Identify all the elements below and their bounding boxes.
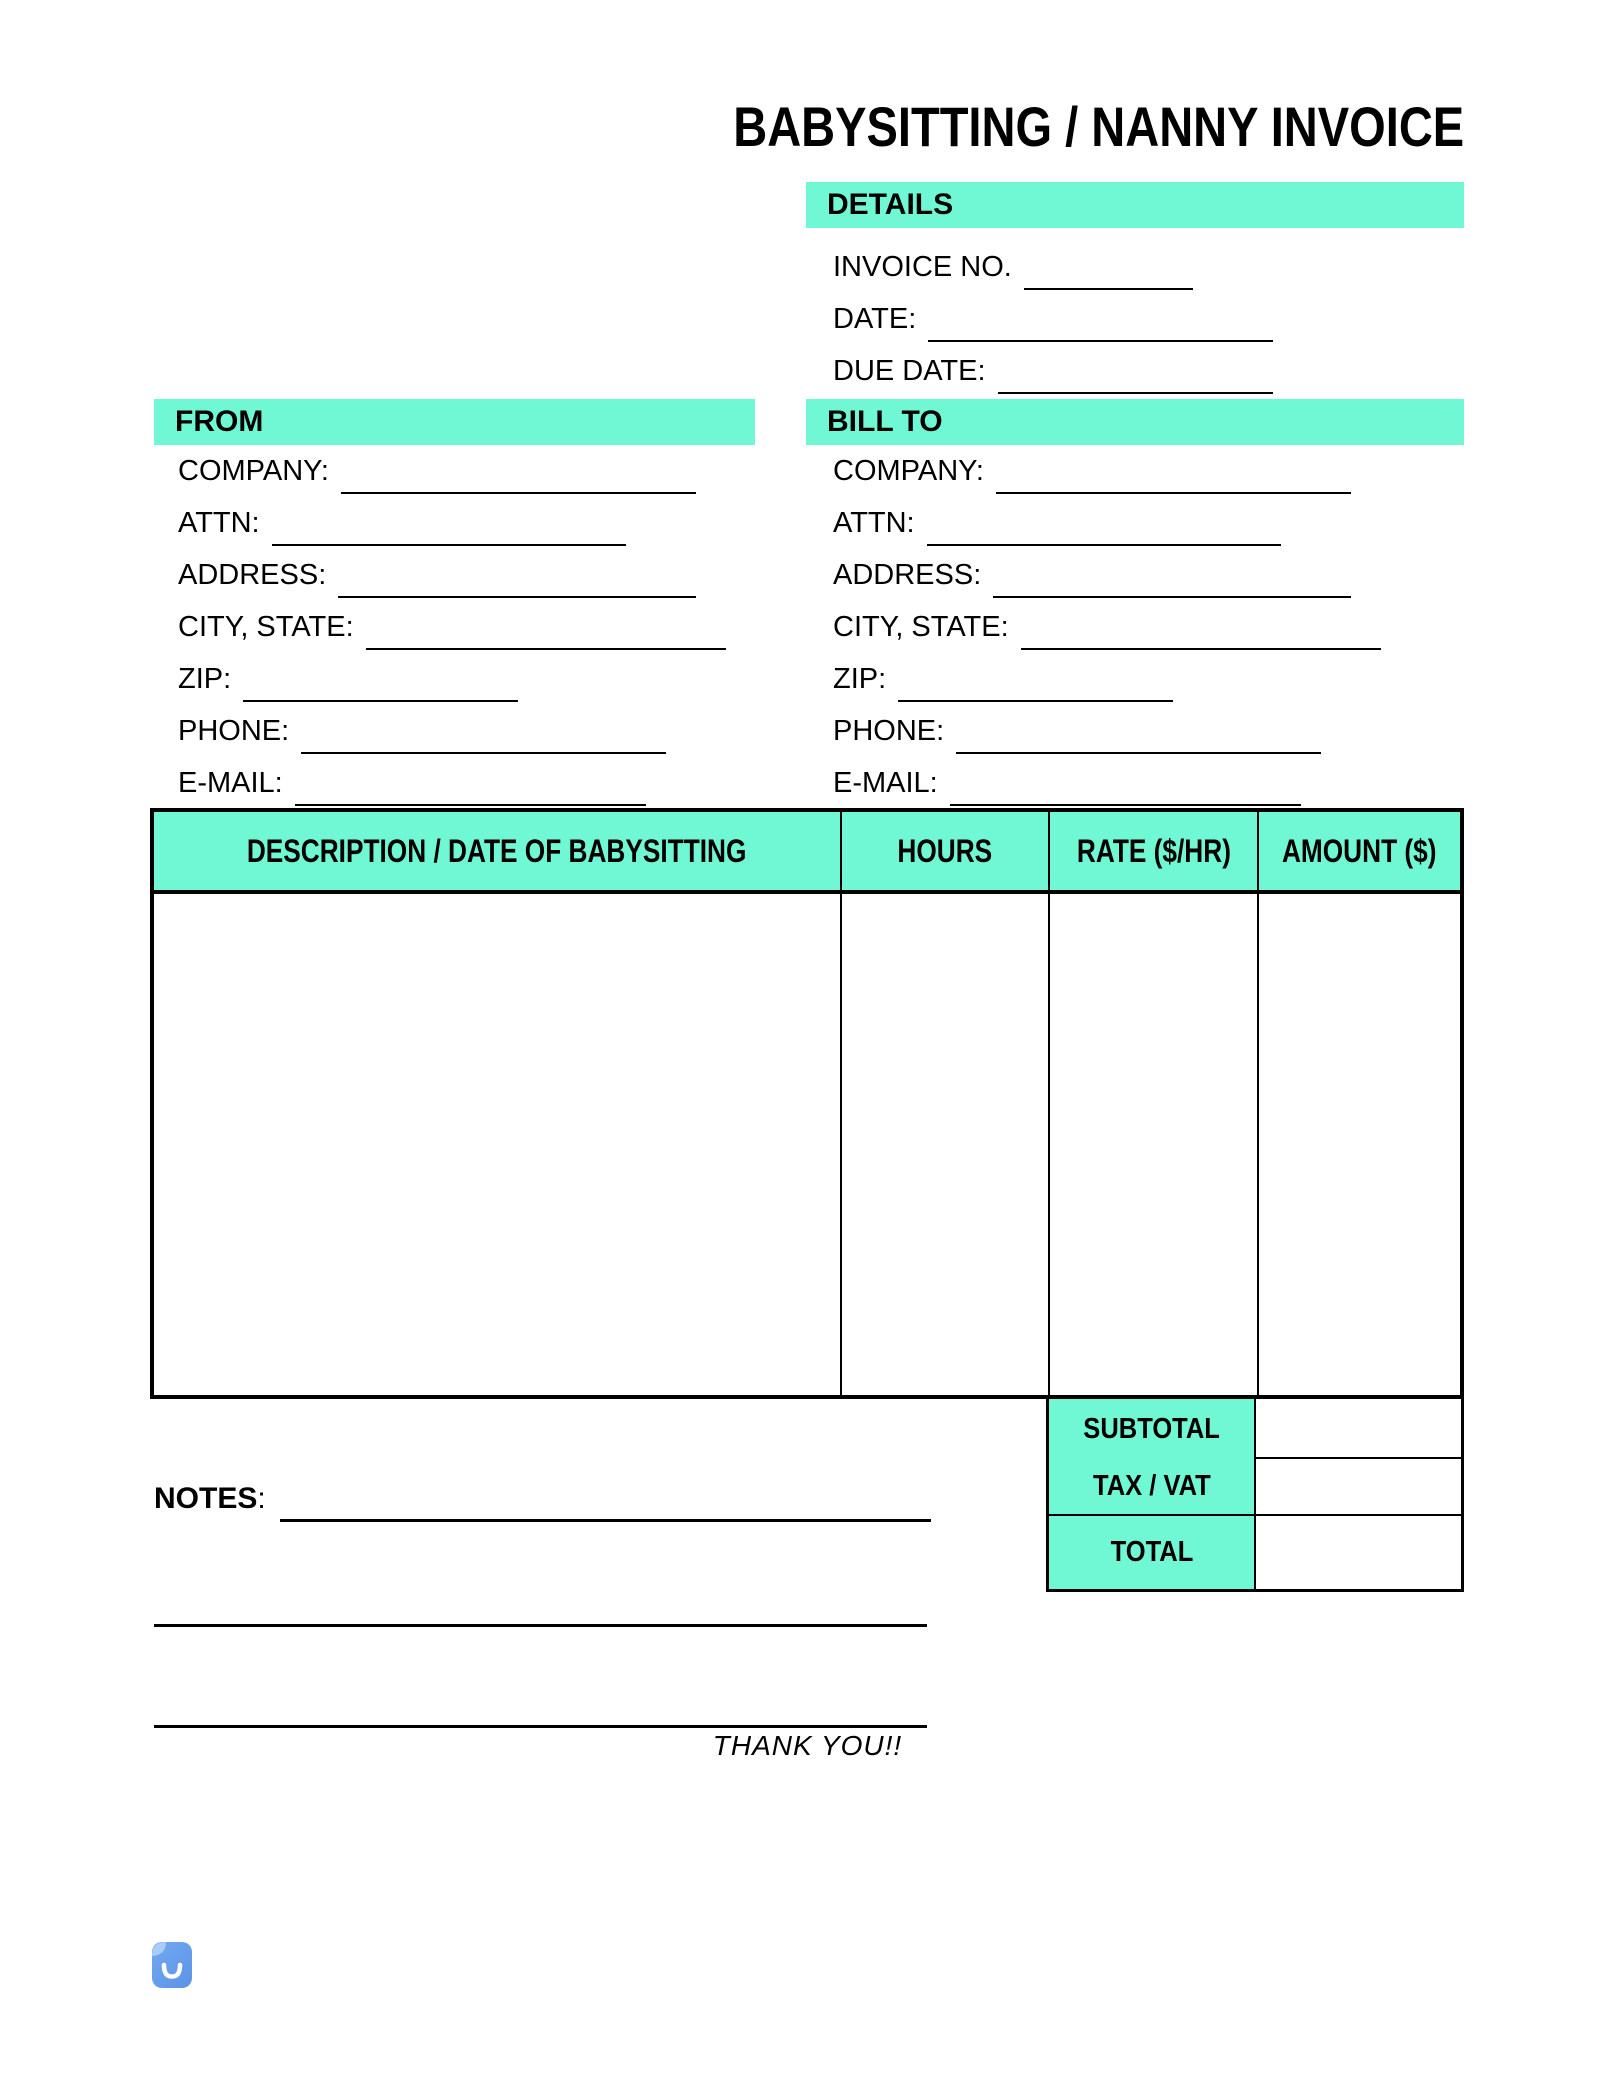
items-table-body [154, 894, 1460, 1395]
from-address-blank[interactable] [338, 596, 696, 598]
total-value-cell[interactable] [1256, 1516, 1461, 1589]
due-date-label: DUE DATE: [833, 354, 986, 387]
from-attn-label: ATTN: [178, 506, 260, 539]
details-header-label: DETAILS [827, 188, 954, 221]
bill-to-header-label: BILL TO [827, 405, 943, 438]
bill-to-zip-blank[interactable] [898, 700, 1173, 702]
from-phone-label: PHONE: [178, 714, 290, 747]
bill-to-phone-blank[interactable] [956, 752, 1321, 754]
bill-to-city-state-blank[interactable] [1021, 648, 1381, 650]
total-label-cell: TOTAL [1049, 1516, 1256, 1589]
invoice-no-label: INVOICE NO. [833, 250, 1012, 283]
from-zip-blank[interactable] [243, 700, 518, 702]
bill-to-attn-blank[interactable] [927, 544, 1281, 546]
bill-to-company-label: COMPANY: [833, 454, 984, 487]
amount-column-body[interactable] [1259, 894, 1460, 1395]
notes-field [154, 1462, 931, 1514]
bill-to-email-label: E-MAIL: [833, 766, 938, 799]
document-smile-logo [152, 1942, 192, 1988]
subtotal-label-cell: SUBTOTAL [1049, 1399, 1256, 1459]
bill-to-phone-label: PHONE: [833, 714, 945, 747]
bill-to-company-field [833, 434, 1351, 486]
from-email-blank[interactable] [295, 804, 646, 806]
hours-column-body[interactable] [842, 894, 1050, 1395]
date-blank[interactable] [928, 340, 1273, 342]
subtotal-value-cell[interactable] [1256, 1399, 1461, 1459]
tax-vat-value-cell[interactable] [1256, 1459, 1461, 1516]
from-company-label: COMPANY: [178, 454, 329, 487]
items-table [150, 808, 1464, 1399]
notes-blank-line-2[interactable] [154, 1624, 927, 1627]
bill-to-attn-label: ATTN: [833, 506, 915, 539]
from-header-label: FROM [175, 405, 264, 438]
from-city-state-label: CITY, STATE: [178, 610, 354, 643]
bill-to-fields [833, 434, 1381, 798]
notes-blank-line-1[interactable] [280, 1519, 931, 1522]
invoice-no-field [833, 230, 1193, 282]
from-fields [178, 434, 726, 798]
tax-vat-label-cell: TAX / VAT [1049, 1459, 1256, 1516]
bill-to-email-blank[interactable] [950, 804, 1301, 806]
col-amount-header: AMOUNT ($) [1259, 812, 1460, 890]
from-phone-blank[interactable] [301, 752, 666, 754]
rate-column-body[interactable] [1050, 894, 1259, 1395]
col-rate-header: RATE ($/HR) [1050, 812, 1259, 890]
details-header-bar [806, 182, 1464, 228]
invoice-no-blank[interactable] [1024, 288, 1193, 290]
details-fields [833, 230, 1273, 386]
due-date-blank[interactable] [998, 392, 1273, 394]
summary-table [1046, 1399, 1464, 1592]
from-city-state-blank[interactable] [366, 648, 726, 650]
notes-label: NOTES [154, 1481, 258, 1515]
col-description-header: DESCRIPTION / DATE OF BABYSITTING [154, 812, 842, 890]
bill-to-city-state-label: CITY, STATE: [833, 610, 1009, 643]
bill-to-address-blank[interactable] [993, 596, 1351, 598]
description-column-body[interactable] [154, 894, 842, 1395]
items-table-header-row [154, 812, 1460, 894]
from-address-label: ADDRESS: [178, 558, 327, 591]
page-title: BABYSITTING / NANNY INVOICE [733, 95, 1464, 158]
bill-to-address-label: ADDRESS: [833, 558, 982, 591]
from-zip-label: ZIP: [178, 662, 232, 695]
thank-you-note: THANK YOU!! [712, 1730, 903, 1761]
from-attn-blank[interactable] [272, 544, 626, 546]
bill-to-company-blank[interactable] [996, 492, 1351, 494]
from-company-blank[interactable] [341, 492, 696, 494]
bill-to-zip-label: ZIP: [833, 662, 887, 695]
col-hours-header: HOURS [842, 812, 1050, 890]
date-label: DATE: [833, 302, 917, 335]
from-email-label: E-MAIL: [178, 766, 283, 799]
notes-blank-line-3[interactable] [154, 1725, 927, 1728]
notes-colon: : [257, 1481, 266, 1515]
from-company-field [178, 434, 696, 486]
